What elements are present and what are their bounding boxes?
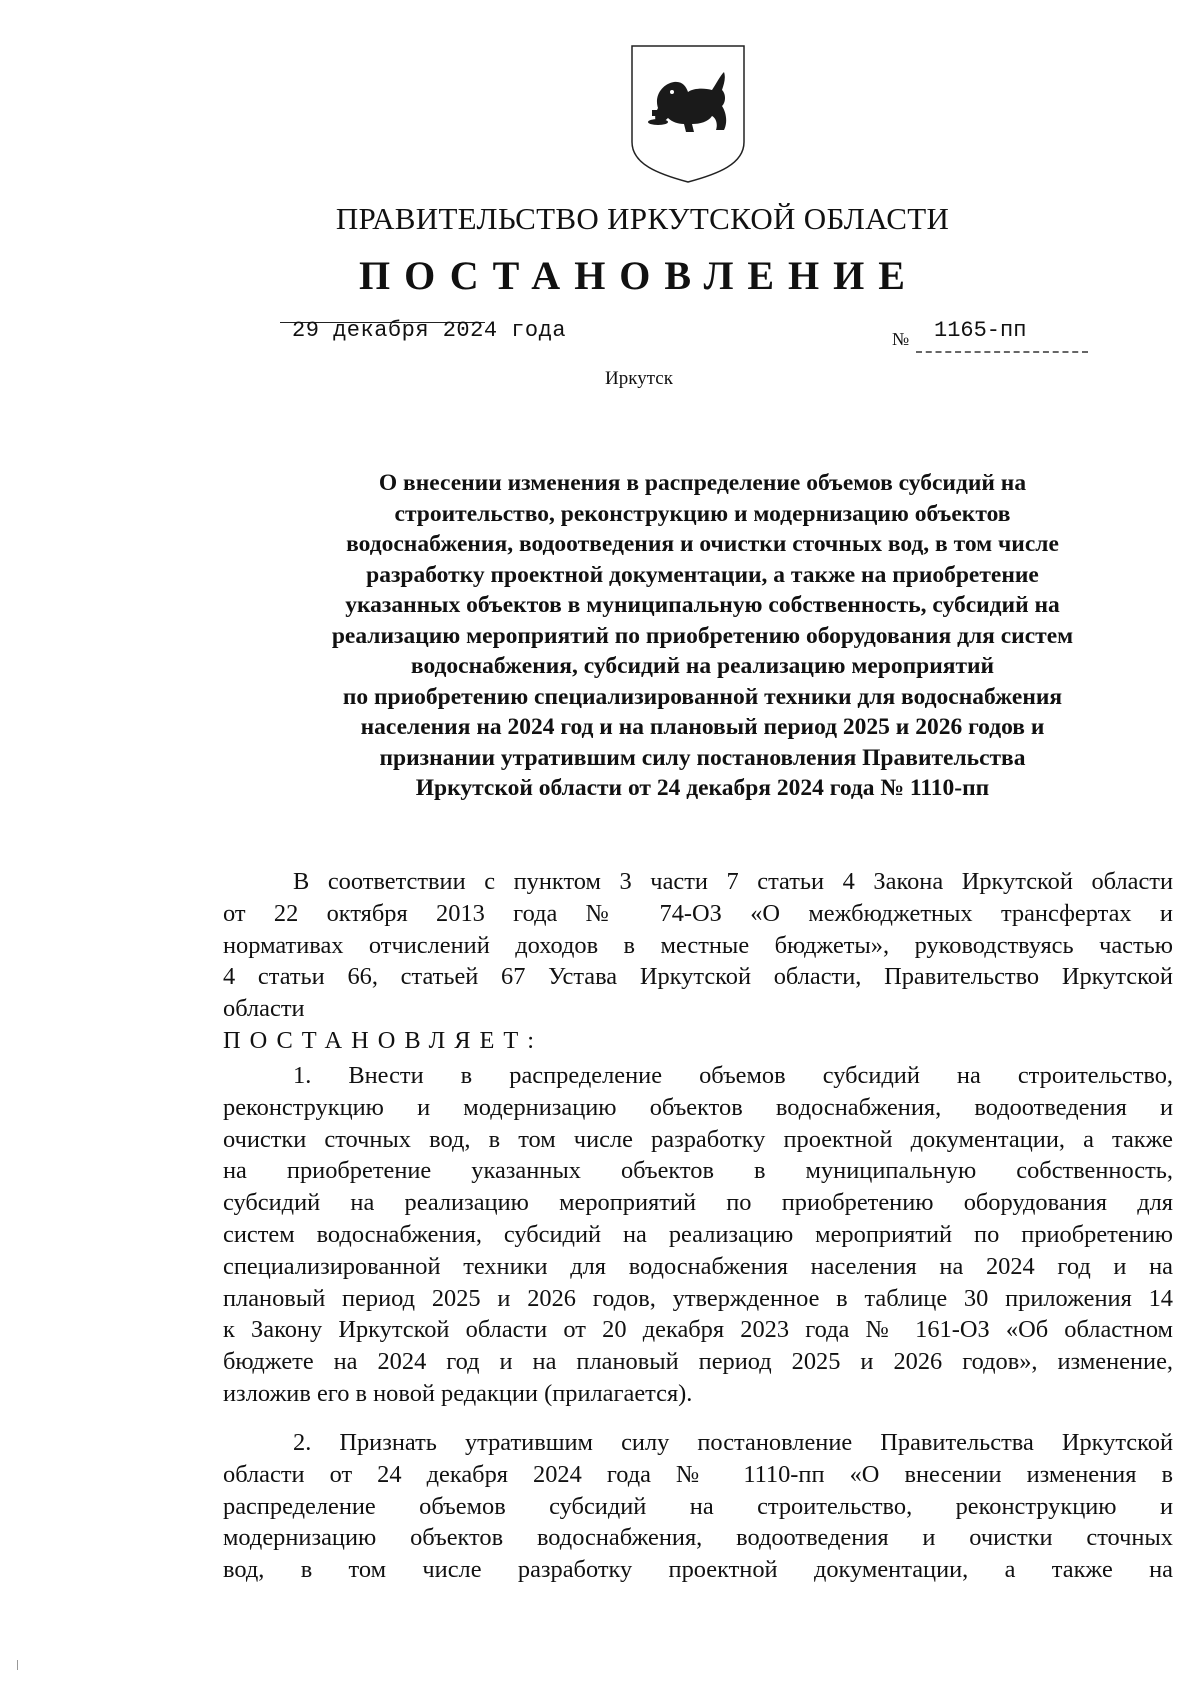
- number-underline: [916, 351, 1088, 353]
- title-line: населения на 2024 год и на плановый период 2025 и 2026 годов и: [360, 714, 1045, 740]
- text-line: распределение объемов субсидий на строительство, реконструкцию и: [223, 1492, 1173, 1520]
- title-line: указанных объектов в муниципальную собственность, субсидий на: [345, 592, 1060, 618]
- title-line: признании утратившим силу постановления Правительства: [379, 744, 1026, 771]
- city-name: Иркутск: [605, 368, 673, 389]
- title-line: водоснабжения, субсидий на реализацию мероприятий: [410, 653, 995, 679]
- title-line: разработку проектной документации, а также на приобретение: [366, 561, 1039, 588]
- item-2-paragraph: [223, 1427, 1173, 1586]
- text-line: бюджете на 2024 год и на плановый период 2025 и 2026 годов», изменение,: [223, 1348, 1173, 1376]
- text-line: 4 статьи 66, статьей 67 Устава Иркутской области, Правительство Иркутской: [223, 963, 1173, 991]
- scan-margin-mark: [17, 1660, 18, 1670]
- text-line: вод, в том числе разработку проектной документации, а также на: [223, 1556, 1173, 1584]
- text-line: специализированной техники для водоснабжения населения на 2024 год и на: [223, 1252, 1173, 1280]
- title-line: водоснабжения, водоотведения и очистки сточных вод, в том числе: [346, 531, 1059, 557]
- number-label: №: [892, 329, 910, 349]
- text-line: 1. Внести в распределение объемов субсидий на строительство,: [293, 1062, 1173, 1089]
- text-line: изложив его в новой редакции (прилагается).: [223, 1379, 693, 1407]
- text-line: реконструкцию и модернизацию объектов водоснабжения, водоотведения и: [223, 1093, 1173, 1121]
- title-line: Иркутской области от 24 декабря 2024 года № 1110-пп: [415, 775, 990, 801]
- title-line: реализацию мероприятий по приобретению оборудования для систем: [331, 622, 1074, 649]
- text-line: области от 24 декабря 2024 года № 1110-пп «О внесении изменения в: [223, 1460, 1173, 1488]
- title-line: строительство, реконструкцию и модернизацию объектов: [394, 500, 1011, 527]
- title-line: по приобретению специализированной техники для водоснабжения: [342, 683, 1063, 710]
- text-line: плановый период 2025 и 2026 годов, утвержденное в таблице 30 приложения 14: [223, 1284, 1173, 1312]
- text-line: к Закону Иркутской области от 20 декабря 2023 года № 161-ОЗ «Об областном: [223, 1316, 1173, 1344]
- text-line: систем водоснабжения, субсидий на реализацию мероприятий по приобретению: [223, 1220, 1173, 1248]
- document-date: 29 декабря 2024 года: [292, 318, 567, 343]
- text-line: на приобретение указанных объектов в муниципальную собственность,: [223, 1157, 1173, 1185]
- text-line: от 22 октября 2013 года № 74-ОЗ «О межбюджетных трансфертах и: [223, 899, 1173, 927]
- irkutsk-coat-of-arms-icon: [628, 44, 748, 184]
- document-type: ПОСТАНОВЛЕНИЕ: [359, 253, 919, 298]
- text-line: очистки сточных вод, в том числе разработку проектной документации, а также: [223, 1125, 1173, 1153]
- document-title: [235, 468, 1170, 804]
- text-line: модернизацию объектов водоснабжения, водоотведения и очистки сточных: [223, 1524, 1173, 1552]
- text-line: субсидий на реализацию мероприятий по приобретению оборудования для: [223, 1189, 1173, 1217]
- item-1-paragraph: [223, 1060, 1173, 1410]
- title-line: О внесении изменения в распределение объемов субсидий на: [378, 470, 1027, 496]
- preamble-paragraph: [223, 866, 1173, 1025]
- text-line: В соответствии с пунктом 3 части 7 статьи 4 Закона Иркутской области: [293, 868, 1173, 895]
- document-number: 1165-пп: [934, 318, 1027, 343]
- government-name: ПРАВИТЕЛЬСТВО ИРКУТСКОЙ ОБЛАСТИ: [335, 201, 950, 236]
- text-line: 2. Признать утратившим силу постановление Правительства Иркутской: [293, 1429, 1173, 1456]
- resolves-heading: ПОСТАНОВЛЯЕТ:: [223, 1027, 544, 1054]
- text-line: нормативах отчислений доходов в местные бюджеты», руководствуясь частью: [223, 931, 1173, 959]
- text-line: области: [223, 995, 305, 1023]
